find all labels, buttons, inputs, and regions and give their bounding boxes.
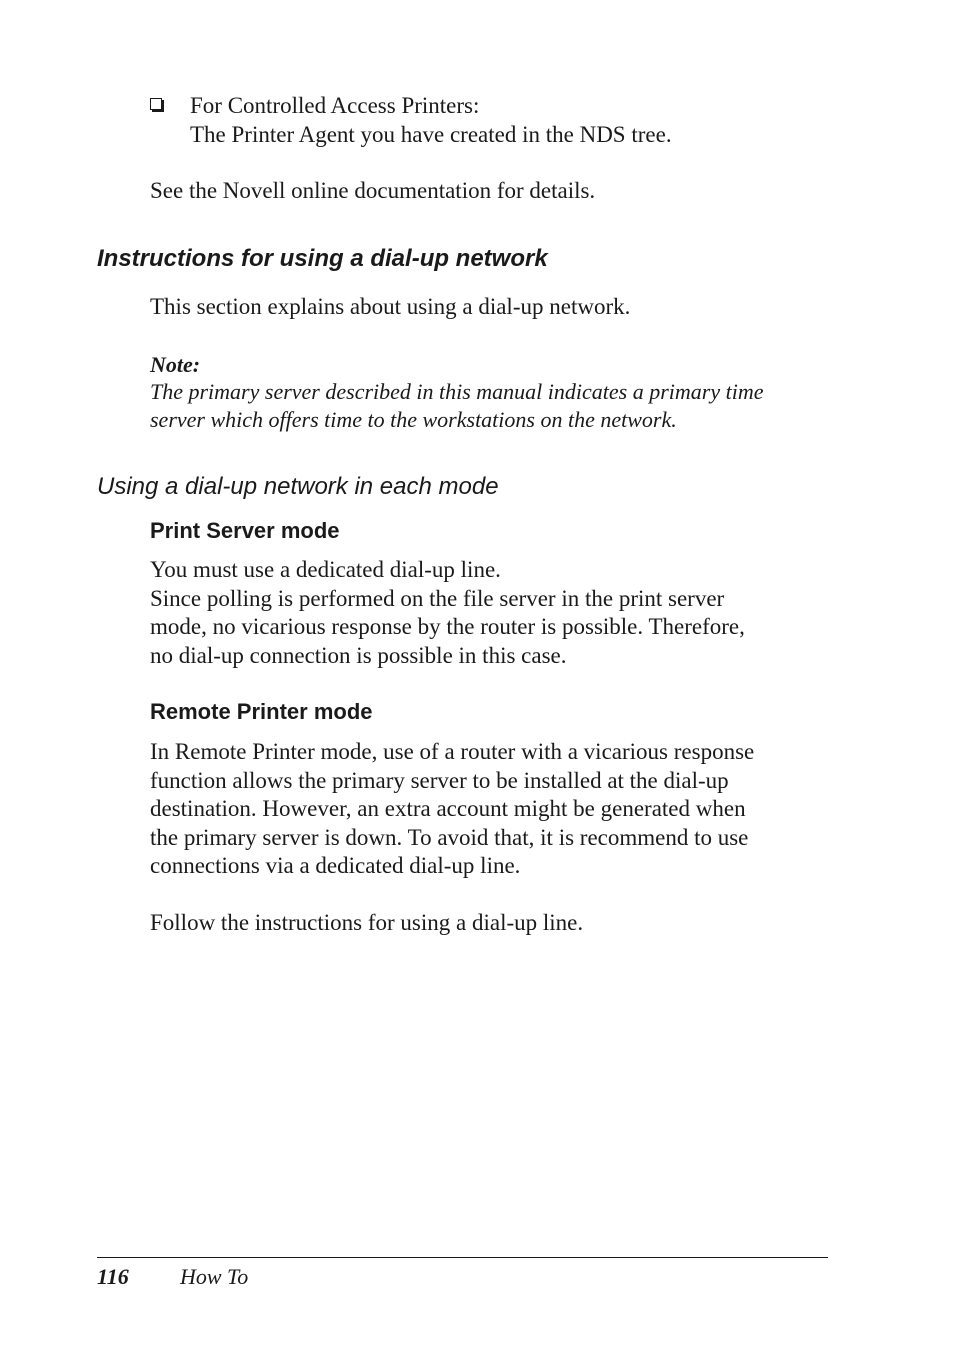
paragraph-line: You must use a dedicated dial-up line. (150, 557, 501, 582)
follow-instructions-text: Follow the instructions for using a dial-up line. (150, 910, 584, 935)
paragraph-line: no dial-up connection is possible in this case. (150, 642, 567, 668)
print-server-paragraph (150, 556, 745, 670)
checkbox-bullet-icon (150, 98, 162, 110)
paragraph-line: mode, no vicarious response by the router is possible. Therefore, (150, 614, 745, 639)
paragraph-line: destination. However, an extra account might be generated when (150, 796, 746, 821)
remote-printer-paragraph (150, 738, 754, 881)
print-server-heading: Print Server mode (150, 518, 340, 543)
page-number: 116 (97, 1264, 129, 1289)
see-documentation-text: See the Novell online documentation for details. (150, 178, 596, 203)
subsection-heading: Using a dial-up network in each mode (97, 473, 499, 500)
bullet-item-detail: The Printer Agent you have created in the NDS tree. (190, 121, 672, 147)
paragraph-line: Since polling is performed on the file server in the print server (150, 585, 725, 611)
note-label: Note: (150, 352, 201, 377)
section-intro-text: This section explains about using a dial-up network. (150, 294, 631, 319)
footer-divider (97, 1257, 828, 1258)
note-body (150, 378, 764, 434)
note-line: server which offers time to the workstations on the network. (150, 407, 677, 432)
bullet-item-title: For Controlled Access Printers: (190, 93, 480, 118)
paragraph-line: function allows the primary server to be installed at the dial-up (150, 767, 729, 793)
section-heading: Instructions for using a dial-up network (97, 245, 548, 272)
bullet-item (190, 92, 672, 149)
remote-printer-heading: Remote Printer mode (150, 699, 373, 724)
running-head: How To (180, 1264, 249, 1289)
paragraph-line: In Remote Printer mode, use of a router with a vicarious response (150, 739, 755, 764)
paragraph-line: connections via a dedicated dial-up line. (150, 853, 521, 878)
note-line: The primary server described in this manual indicates a primary time (150, 379, 764, 404)
paragraph-line: the primary server is down. To avoid that, it is recommend to use (150, 824, 749, 850)
